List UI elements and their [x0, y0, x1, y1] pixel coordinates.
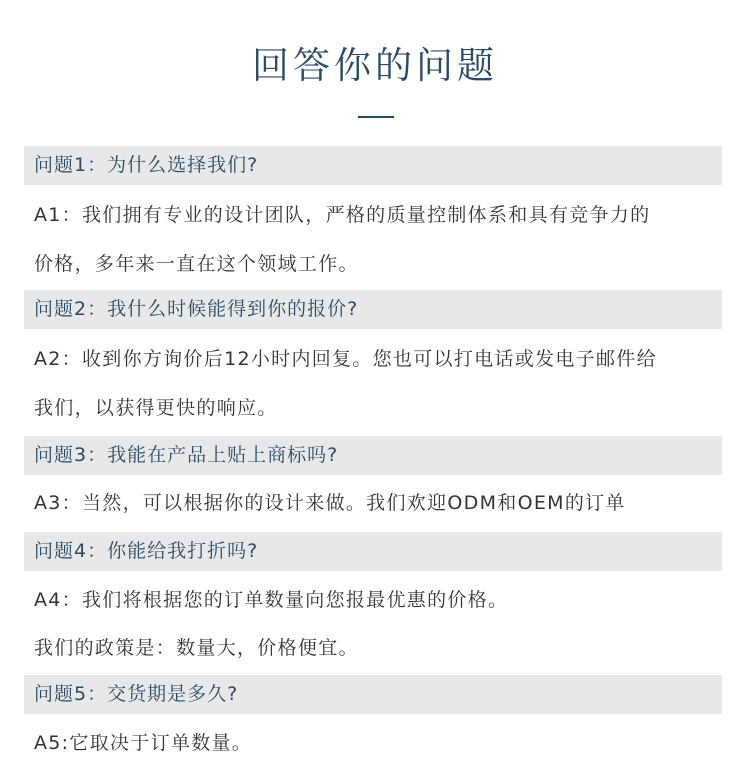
faq-answer-2-line-2: 我们，以获得更快的响应。 — [34, 397, 278, 419]
faq-answer-1-line-1: A1：我们拥有专业的设计团队，严格的质量控制体系和具有竞争力的 — [34, 204, 651, 226]
faq-answer-3-line-1: A3：当然，可以根据你的设计来做。我们欢迎ODM和OEM的订单 — [34, 492, 626, 514]
faq-answer-2-line-1: A2：收到你方询价后12小时内回复。您也可以打电话或发电子邮件给 — [34, 348, 657, 370]
faq-question-2: 问题2：我什么时候能得到你的报价? — [24, 290, 722, 329]
faq-answer-4-line-2: 我们的政策是：数量大，价格便宜。 — [34, 637, 359, 659]
faq-question-5: 问题5：交货期是多久? — [24, 675, 722, 714]
page-title: 回答你的问题 — [252, 44, 498, 87]
title-underline — [358, 116, 394, 118]
faq-answer-4-line-1: A4：我们将根据您的订单数量向您报最优惠的价格。 — [34, 589, 509, 611]
faq-answer-1-line-2: 价格，多年来一直在这个领域工作。 — [34, 253, 359, 275]
faq-answer-5-line-1: A5:它取决于订单数量。 — [34, 732, 253, 754]
faq-question-4: 问题4：你能给我打折吗? — [24, 532, 722, 571]
faq-question-1: 问题1：为什么选择我们? — [24, 146, 722, 185]
faq-question-3: 问题3：我能在产品上贴上商标吗? — [24, 436, 722, 475]
